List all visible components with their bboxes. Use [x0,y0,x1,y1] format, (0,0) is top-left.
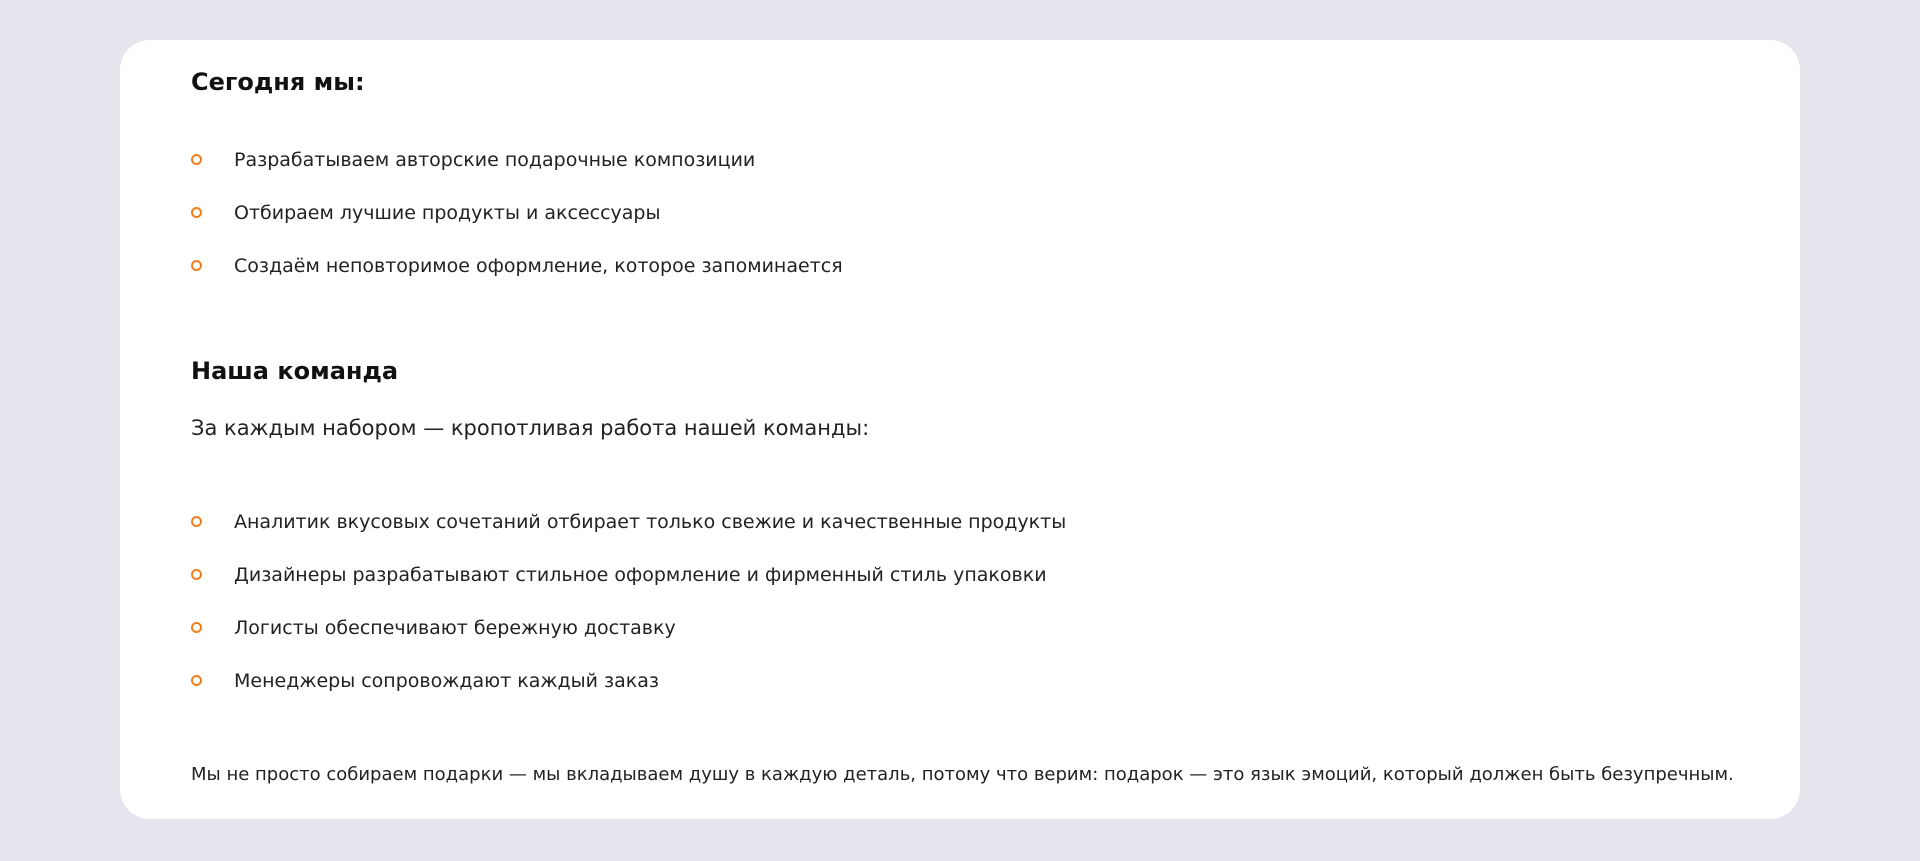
bullet-icon [191,622,202,633]
bullet-icon [191,154,202,165]
bullet-icon [191,569,202,580]
list-item [191,617,1066,670]
list-item [191,149,843,202]
closing-statement: Мы не просто собираем подарки — мы вкладываем душу в каждую деталь, потому что верим: подарок — это язык эмоций, который должен быть безупречным. [191,764,1734,785]
list-item-text: Аналитик вкусовых сочетаний отбирает только свежие и качественные продукты [234,511,1067,533]
bullet-icon [191,207,202,218]
bullet-icon [191,260,202,271]
list-item-text: Создаём неповторимое оформление, которое запоминается [234,255,843,277]
list-item-text: Дизайнеры разрабатывают стильное оформление и фирменный стиль упаковки [234,564,1047,586]
list-item [191,202,843,255]
team-list [191,511,1066,723]
list-item [191,511,1066,564]
list-item-text: Отбираем лучшие продукты и аксессуары [234,202,661,224]
content-card [120,40,1800,819]
list-item-text: Менеджеры сопровождают каждый заказ [234,670,659,692]
list-item-text: Разрабатываем авторские подарочные композиции [234,149,756,171]
heading-team: Наша команда [191,357,399,385]
list-item [191,255,843,308]
heading-today: Сегодня мы: [191,68,365,96]
bullet-icon [191,675,202,686]
bullet-icon [191,516,202,527]
list-item-text: Логисты обеспечивают бережную доставку [234,617,676,639]
list-item [191,670,1066,723]
team-intro: За каждым набором — кропотливая работа нашей команды: [191,416,870,440]
list-item [191,564,1066,617]
today-list [191,149,843,308]
